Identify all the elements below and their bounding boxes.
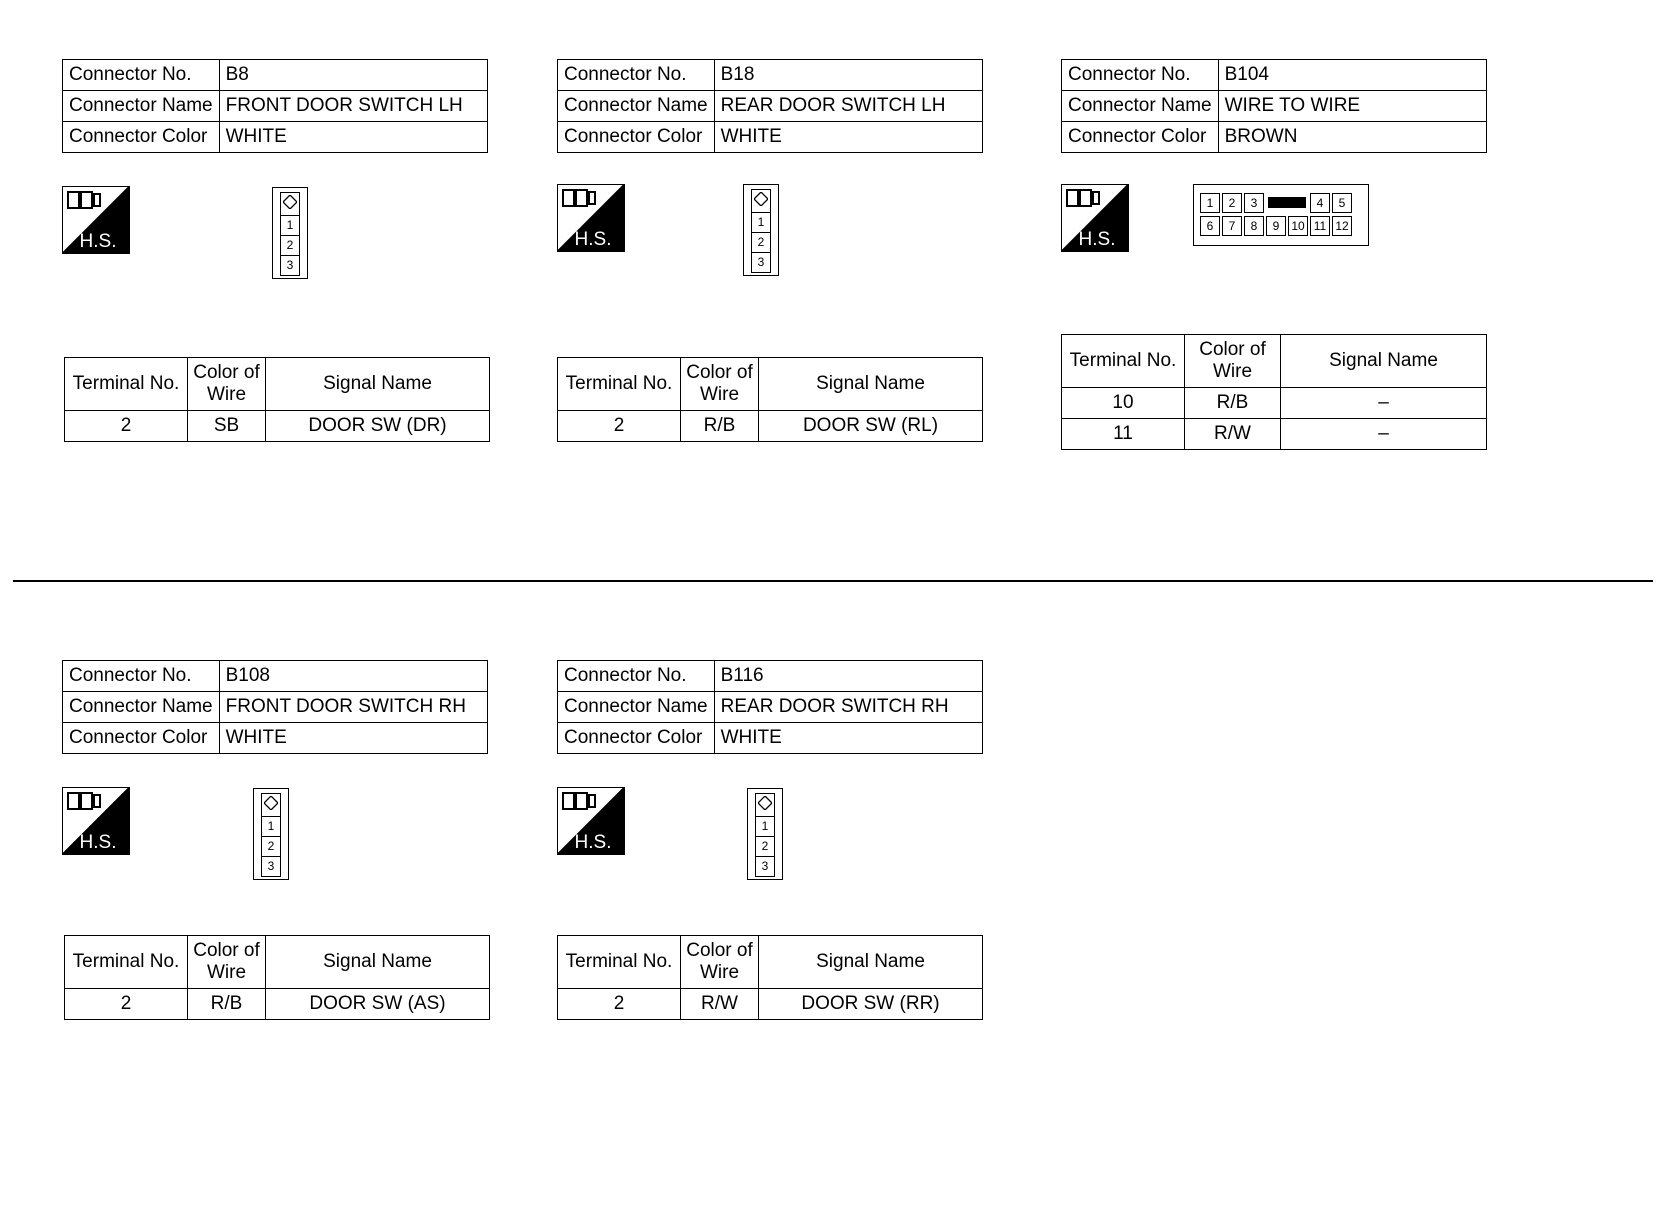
terminal-no-cell: 2 (65, 989, 188, 1020)
hs-harness-side-icon (557, 787, 625, 855)
terminal-no-header: Terminal No. (65, 936, 188, 989)
color-of-wire-header: Color of Wire (188, 936, 266, 989)
pin-7: 7 (1222, 216, 1242, 236)
pin-9: 9 (1266, 216, 1286, 236)
key-icon (261, 793, 281, 817)
connector-info-table-b18 (557, 59, 983, 153)
connector-color-value: BROWN (1218, 122, 1486, 153)
signal-name-header: Signal Name (1281, 335, 1487, 388)
section-divider (13, 580, 1653, 582)
terminal-no-header: Terminal No. (558, 936, 681, 989)
terminal-no-header: Terminal No. (558, 358, 681, 411)
key-icon (751, 189, 771, 213)
pin-2: 2 (751, 232, 771, 253)
connector-name-value: REAR DOOR SWITCH RH (714, 692, 982, 723)
hs-badge-text: H.S. (79, 832, 117, 853)
key-icon (755, 793, 775, 817)
terminal-no-header: Terminal No. (1062, 335, 1185, 388)
connector-name-value: FRONT DOOR SWITCH LH (219, 91, 487, 122)
terminal-table-b116 (557, 935, 983, 1020)
table-row (558, 411, 983, 442)
color-of-wire-header: Color of Wire (1185, 335, 1281, 388)
signal-name-header: Signal Name (266, 358, 490, 411)
terminal-no-cell: 2 (558, 989, 681, 1020)
hs-harness-side-icon (1061, 184, 1129, 252)
connector-pinout-b108 (253, 788, 289, 880)
signal-name-header: Signal Name (266, 936, 490, 989)
connector-name-value: REAR DOOR SWITCH LH (714, 91, 982, 122)
pin-2: 2 (261, 836, 281, 857)
connector-no-value: B108 (219, 661, 487, 692)
connector-color-label: Connector Color (63, 122, 220, 153)
terminal-no-cell: 2 (65, 411, 188, 442)
hs-harness-side-icon (62, 186, 130, 254)
connector-no-value: B18 (714, 60, 982, 91)
wire-color-cell: R/B (681, 411, 759, 442)
pin-1: 1 (751, 212, 771, 233)
wire-color-cell: R/W (1185, 419, 1281, 450)
pin-3: 3 (755, 856, 775, 877)
hs-badge-text: H.S. (574, 229, 612, 250)
hs-badge-text: H.S. (574, 832, 612, 853)
pin-2: 2 (1222, 193, 1242, 213)
connector-info-table-b108 (62, 660, 488, 754)
connector-color-value: WHITE (219, 723, 487, 754)
connector-pinout-b18 (743, 184, 779, 276)
pin-3: 3 (751, 252, 771, 273)
terminal-table-b108 (64, 935, 490, 1020)
wire-color-cell: R/B (1185, 388, 1281, 419)
pin-2: 2 (280, 235, 300, 256)
connector-name-label: Connector Name (558, 692, 715, 723)
pin-8: 8 (1244, 216, 1264, 236)
key-lock-icon (1268, 197, 1306, 208)
signal-name-header: Signal Name (759, 936, 983, 989)
signal-name-cell: DOOR SW (RR) (759, 989, 983, 1020)
connector-info-table-b104 (1061, 59, 1487, 153)
connector-color-label: Connector Color (558, 723, 715, 754)
connector-color-value: WHITE (714, 122, 982, 153)
connector-no-label: Connector No. (63, 60, 220, 91)
connector-name-label: Connector Name (63, 692, 220, 723)
table-row (1062, 419, 1487, 450)
connector-name-value: FRONT DOOR SWITCH RH (219, 692, 487, 723)
connector-no-label: Connector No. (63, 661, 220, 692)
connector-no-value: B116 (714, 661, 982, 692)
connector-pinout-b116 (747, 788, 783, 880)
pin-1: 1 (755, 816, 775, 837)
connector-info-table-b8 (62, 59, 488, 153)
wire-color-cell: SB (188, 411, 266, 442)
connector-color-label: Connector Color (1062, 122, 1219, 153)
color-of-wire-header: Color of Wire (681, 358, 759, 411)
table-row (1062, 388, 1487, 419)
table-row (65, 411, 490, 442)
color-of-wire-header: Color of Wire (188, 358, 266, 411)
signal-name-cell: – (1281, 388, 1487, 419)
pin-11: 11 (1310, 216, 1330, 236)
color-of-wire-header: Color of Wire (681, 936, 759, 989)
pin-1: 1 (261, 816, 281, 837)
signal-name-header: Signal Name (759, 358, 983, 411)
pin-10: 10 (1288, 216, 1308, 236)
pin-6: 6 (1200, 216, 1220, 236)
terminal-no-cell: 10 (1062, 388, 1185, 419)
connector-info-table-b116 (557, 660, 983, 754)
connector-name-label: Connector Name (63, 91, 220, 122)
pin-12: 12 (1332, 216, 1352, 236)
connector-name-label: Connector Name (558, 91, 715, 122)
table-row (558, 989, 983, 1020)
terminal-table-b18 (557, 357, 983, 442)
connector-no-value: B8 (219, 60, 487, 91)
terminal-no-cell: 11 (1062, 419, 1185, 450)
wire-color-cell: R/W (681, 989, 759, 1020)
connector-pinout-b104 (1193, 184, 1369, 246)
hs-badge-text: H.S. (1078, 229, 1116, 250)
connector-no-value: B104 (1218, 60, 1486, 91)
pin-4: 4 (1310, 193, 1330, 213)
key-icon (280, 192, 300, 216)
hs-badge-text: H.S. (79, 231, 117, 252)
connector-no-label: Connector No. (1062, 60, 1219, 91)
terminal-no-header: Terminal No. (65, 358, 188, 411)
connector-name-value: WIRE TO WIRE (1218, 91, 1486, 122)
connector-no-label: Connector No. (558, 661, 715, 692)
signal-name-cell: DOOR SW (RL) (759, 411, 983, 442)
connector-no-label: Connector No. (558, 60, 715, 91)
pin-3: 3 (261, 856, 281, 877)
connector-color-value: WHITE (714, 723, 982, 754)
signal-name-cell: DOOR SW (AS) (266, 989, 490, 1020)
signal-name-cell: – (1281, 419, 1487, 450)
terminal-no-cell: 2 (558, 411, 681, 442)
pin-2: 2 (755, 836, 775, 857)
connector-name-label: Connector Name (1062, 91, 1219, 122)
terminal-table-b104 (1061, 334, 1487, 450)
pin-5: 5 (1332, 193, 1352, 213)
pin-1: 1 (1200, 193, 1220, 213)
pin-3: 3 (280, 255, 300, 276)
hs-harness-side-icon (557, 184, 625, 252)
terminal-table-b8 (64, 357, 490, 442)
pin-3: 3 (1244, 193, 1264, 213)
pin-1: 1 (280, 215, 300, 236)
connector-color-label: Connector Color (63, 723, 220, 754)
connector-pinout-b8 (272, 187, 308, 279)
table-row (65, 989, 490, 1020)
connector-color-label: Connector Color (558, 122, 715, 153)
signal-name-cell: DOOR SW (DR) (266, 411, 490, 442)
hs-harness-side-icon (62, 787, 130, 855)
connector-color-value: WHITE (219, 122, 487, 153)
wire-color-cell: R/B (188, 989, 266, 1020)
